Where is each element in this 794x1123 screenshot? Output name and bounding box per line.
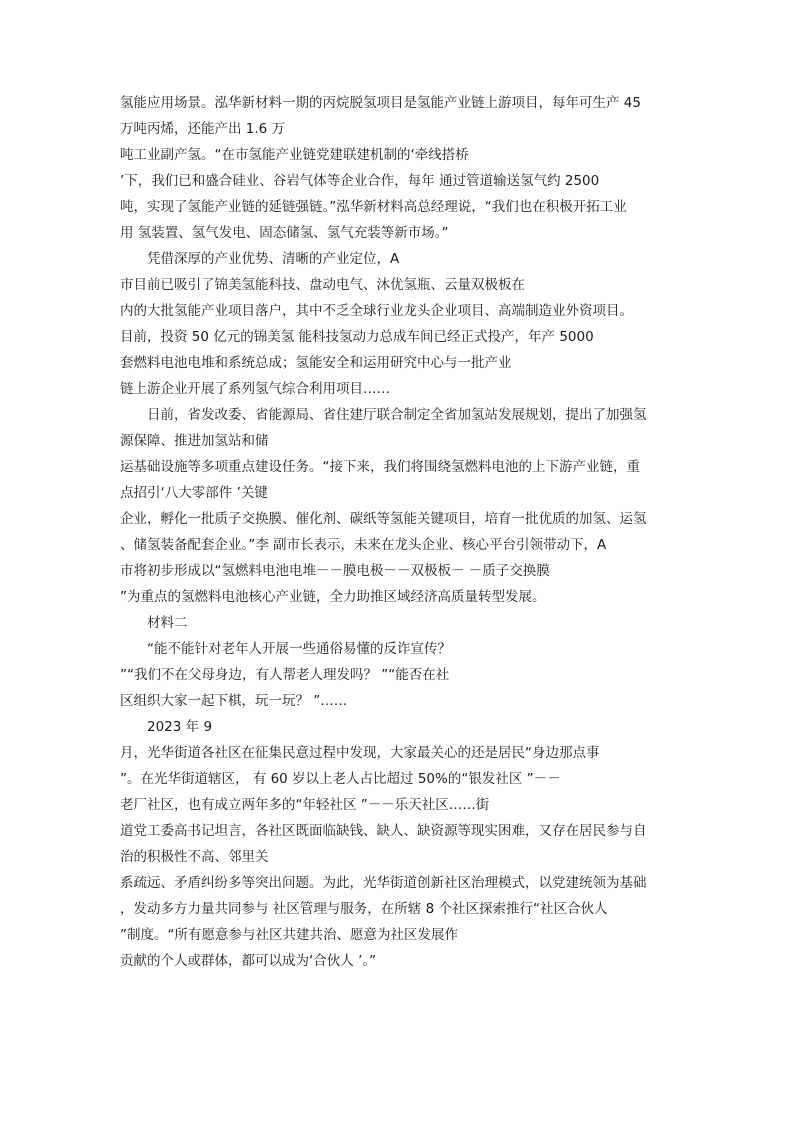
text-line: 链上游企业开展了系列氢气综合利用项目…… (120, 381, 390, 397)
text-line: 氢能应用场景。泓华新材料一期的丙烷脱氢项目是氢能产业链上游项目，每年可生产 45 (120, 95, 641, 111)
text-line: 套燃料电池电堆和系统总成；氢能安全和运用研究中心与一批产业 (120, 355, 512, 371)
text-line: ，发动多方力量共同参与 社区管理与服务，在所辖 8 个社区探索推行“社区合伙人 (120, 901, 608, 917)
text-line: 月，光华街道各社区在征集民意过程中发现，大家最关心的还是居民“身边那点事 (120, 745, 600, 761)
text-line: 运基础设施等多项重点建设任务。“接下来，我们将围绕氢燃料电池的上下游产业链，重 (120, 459, 640, 475)
text-line: 吨工业副产氢。“在市氢能产业链党建联建机制的‘牵线搭桥 (120, 147, 469, 163)
text-line: 、储氢装备配套企业。”李 副市长表示，未来在龙头企业、核心平台引领带动下，A (120, 537, 607, 553)
text-line: 点招引‘八大零部件 ’关键 (120, 485, 268, 501)
text-line: 2023 年 9 (147, 719, 213, 735)
text-line: 材料二 (147, 615, 188, 631)
text-line: 治的积极性不高、邻里关 (120, 849, 269, 865)
text-line: 日前，省发改委、省能源局、省住建厅联合制定全省加氢站发展规划，提出了加强氢 (147, 407, 647, 423)
text-line: ’下，我们已和盛合硅业、谷岩气体等企业合作，每年 通过管道输送氢气约 2500 (120, 173, 600, 189)
text-line: 万吨丙烯，还能产出 1.6 万 (120, 121, 286, 137)
text-line: 贡献的个人或群体，都可以成为‘合伙人 ’。” (120, 953, 377, 969)
text-line: 凭借深厚的产业优势、清晰的产业定位，A (147, 251, 400, 267)
text-line: 老厂社区，也有成立两年多的“年轻社区 ”－－乐天社区……街 (120, 797, 490, 813)
text-line: 用 氢装置、氢气发电、固态储氢、氢气充装等新市场。” (120, 225, 449, 241)
text-line: 目前，投资 50 亿元的锦美氢 能科技氢动力总成车间已经正式投产，年产 5000 (120, 329, 594, 345)
text-line: 吨，实现了氢能产业链的延链强链。”泓华新材料高总经理说，“我们也在积极开拓工业 (120, 199, 627, 215)
text-line: 系疏远、矛盾纠纷多等突出问题。为此，光华街道创新社区治理模式，以党建统领为基础 (120, 875, 647, 891)
text-line: 市将初步形成以“氢燃料电池电堆－－膜电极－－双极板－ －质子交换膜 (120, 563, 550, 579)
text-line: ”制度。“所有愿意参与社区共建共治、愿意为社区发展作 (120, 927, 458, 943)
text-line: 道党工委高书记坦言，各社区既面临缺钱、缺人、缺资源等现实困难，又存在居民参与自 (120, 823, 647, 839)
text-line: ”“我们不在父母身边，有人帮老人理发吗？ ”“能否在社 (120, 667, 450, 683)
text-line: “能不能针对老年人开展一些通俗易懂的反诈宣传？ (147, 641, 451, 657)
text-line: 企业，孵化一批质子交换膜、催化剂、碳纸等氢能关键项目，培育一批优质的加氢、运氢 (120, 511, 647, 527)
text-line: 内的大批氢能产业项目落户，其中不乏全球行业龙头企业项目、高端制造业外资项目。 (120, 303, 633, 319)
text-line: 源保障、推进加氢站和储 (120, 433, 269, 449)
text-line: 区组织大家一起下棋，玩一玩？ ”…… (120, 693, 348, 709)
body-text (120, 90, 680, 974)
text-line: ”。在光华街道辖区， 有 60 岁以上老人占比超过 50%的“银发社区 ”－－ (120, 771, 561, 787)
text-line: ”为重点的氢燃料电池核心产业链，全力助推区域经济高质量转型发展。 (120, 589, 546, 605)
text-line: 市目前已吸引了锦美氢能科技、盘动电气、沐优氢瓶、云量双极板在 (120, 277, 525, 293)
